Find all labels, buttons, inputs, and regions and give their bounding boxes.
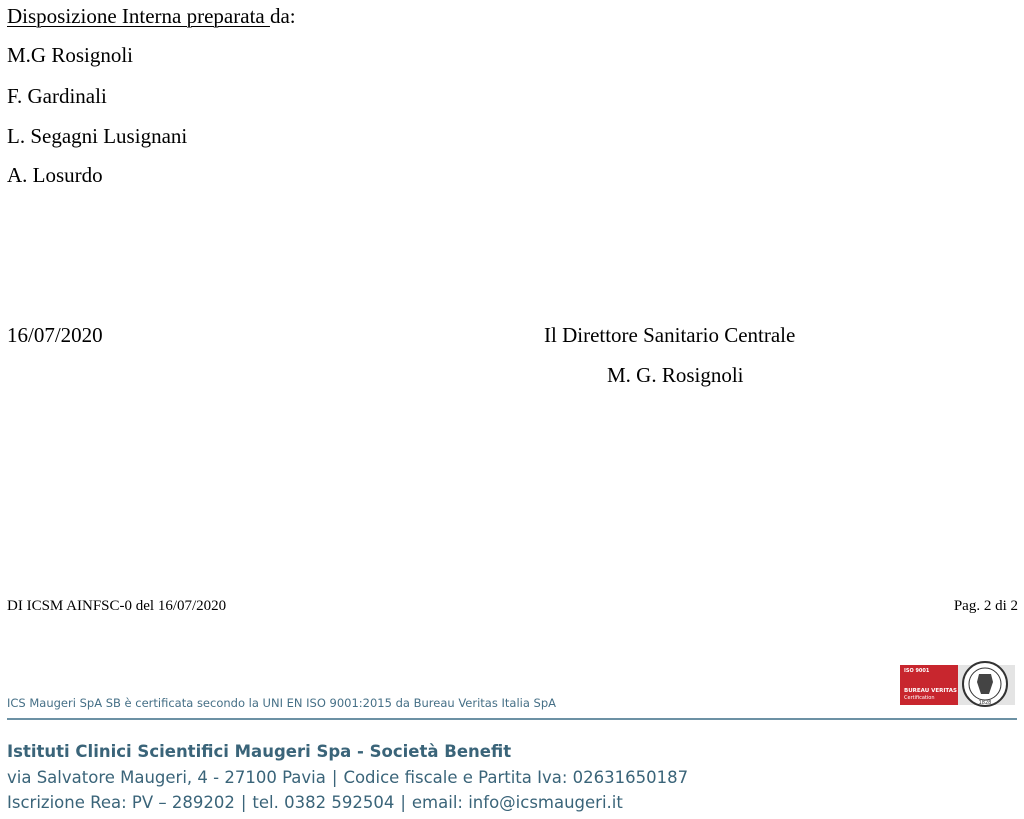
author-name: A. Losurdo (7, 163, 103, 187)
badge-bv-label: BUREAU VERITAS (904, 688, 957, 694)
author-name: M.G Rosignoli (7, 43, 134, 67)
company-email[interactable]: email: info@icsmaugeri.it (411, 793, 623, 812)
company-registry-line (7, 793, 623, 812)
badge-cert-label: Certification (904, 695, 935, 701)
certification-statement: ICS Maugeri SpA SB è certificata secondo la UNI EN ISO 9001:2015 da Bureau Veritas Italia SpA (7, 696, 557, 710)
separator: | (240, 793, 247, 812)
separator: | (400, 793, 406, 812)
footer-divider (7, 718, 1017, 720)
prepared-by-heading (7, 6, 296, 27)
company-tax-code: Codice fiscale e Partita Iva: 02631650187 (343, 768, 689, 787)
badge-red-panel (900, 665, 958, 705)
signatory-name: M. G. Rosignoli (607, 363, 744, 387)
author-name: L. Segagni Lusignani (7, 124, 188, 148)
company-phone: tel. 0382 592504 (252, 793, 395, 812)
page-number: Pag. 2 di 2 (953, 598, 1018, 614)
separator: | (331, 768, 338, 787)
bureau-veritas-seal-icon (961, 660, 1009, 708)
badge-iso-label: ISO 9001 (904, 668, 930, 674)
signatory-role: Il Direttore Sanitario Centrale (544, 323, 796, 347)
prepared-by-heading-rest: da: (269, 4, 296, 28)
author-name: F. Gardinali (7, 84, 107, 108)
bureau-veritas-badge (898, 660, 1018, 706)
company-address-line (7, 768, 688, 787)
company-name: Istituti Clinici Scientifici Maugeri Spa - Società Benefit (7, 742, 512, 761)
company-address: via Salvatore Maugeri, 4 - 27100 Pavia (7, 768, 326, 787)
company-rea: Iscrizione Rea: PV – 289202 (7, 793, 235, 812)
document-date: 16/07/2020 (7, 323, 103, 347)
prepared-by-heading-underlined: Disposizione Interna preparata (7, 4, 270, 28)
seal-year: 1828 (978, 700, 992, 706)
document-reference: DI ICSM AINFSC-0 del 16/07/2020 (7, 598, 227, 614)
